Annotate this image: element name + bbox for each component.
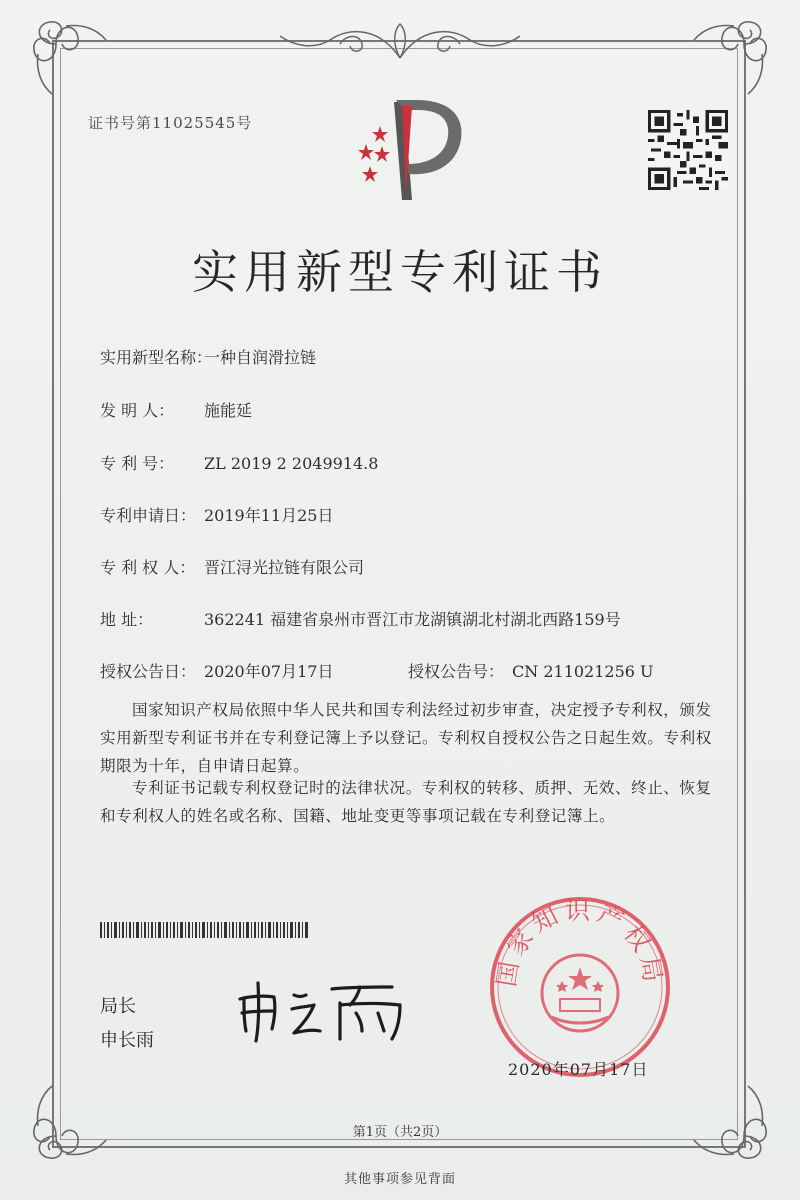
inventor-label: 发 明 人： <box>100 401 175 420</box>
field-grant-date <box>100 659 333 682</box>
grant-number-label: 授权公告号： <box>408 662 505 681</box>
grant-date-value: 2020年07月17日 <box>204 662 334 681</box>
address-value: 362241 福建省泉州市晋江市龙湖镇湖北村湖北西路159号 <box>204 610 621 629</box>
grant-statement-paragraph: 国家知识产权局依照中华人民共和国专利法经过初步审查，决定授予专利权，颁发实用新型专利证书并在专利登记簿上予以登记。专利权自授权公告之日起生效。专利权期限为十年，自申请日起算。 <box>100 701 712 775</box>
certificate-number: 证书号第11025545号 <box>88 114 253 132</box>
field-filing-date <box>100 503 333 526</box>
seal-text: 国家知识产权局 <box>491 896 669 989</box>
field-utility-model-name <box>100 345 316 368</box>
certificate-title: 实用新型专利证书 <box>192 245 608 299</box>
filing-date-value: 2019年11月25日 <box>204 506 334 525</box>
director-title: 局长 <box>100 996 136 1017</box>
patent-number-label: 专 利 号： <box>100 454 175 473</box>
field-address <box>100 607 621 630</box>
grant-date-label: 授权公告日： <box>100 662 197 681</box>
patentee-value: 晋江浔光拉链有限公司 <box>204 558 365 577</box>
field-grant-number <box>408 659 654 682</box>
patentee-label: 专 利 权 人： <box>100 558 196 577</box>
filing-date-label: 专利申请日： <box>100 506 197 525</box>
barcode <box>100 922 310 938</box>
official-seal <box>488 895 672 1079</box>
grant-number-value: CN 211021256 U <box>512 662 654 681</box>
seal-date: 2020年07月17日 <box>508 1060 649 1079</box>
field-patent-number <box>100 451 378 474</box>
page-number: 第1页（共2页） <box>352 1125 448 1140</box>
top-ornament <box>270 18 530 64</box>
footer-note: 其他事项参见背面 <box>343 1172 456 1187</box>
patent-number-value: ZL 2019 2 2049914.8 <box>204 454 379 473</box>
field-inventor <box>100 398 252 421</box>
legal-status-paragraph: 专利证书记载专利权登记时的法律状况。专利权的转移、质押、无效、终止、恢复和专利权人的姓名或名称、国籍、地址变更等事项记载在专利登记簿上。 <box>100 779 712 825</box>
qr-code[interactable] <box>648 110 728 190</box>
director-signature <box>232 975 412 1045</box>
corner-ornament-top-right <box>684 14 774 104</box>
utility-model-name-value: 一种自润滑拉链 <box>204 348 317 367</box>
field-patentee <box>100 555 364 578</box>
inventor-value: 施能延 <box>204 401 253 420</box>
address-label: 地 址： <box>100 610 154 629</box>
director-name: 申长雨 <box>100 1030 154 1051</box>
cnipa-logo <box>342 96 474 214</box>
utility-model-name-label: 实用新型名称： <box>100 348 213 367</box>
corner-ornament-top-left <box>26 14 116 104</box>
